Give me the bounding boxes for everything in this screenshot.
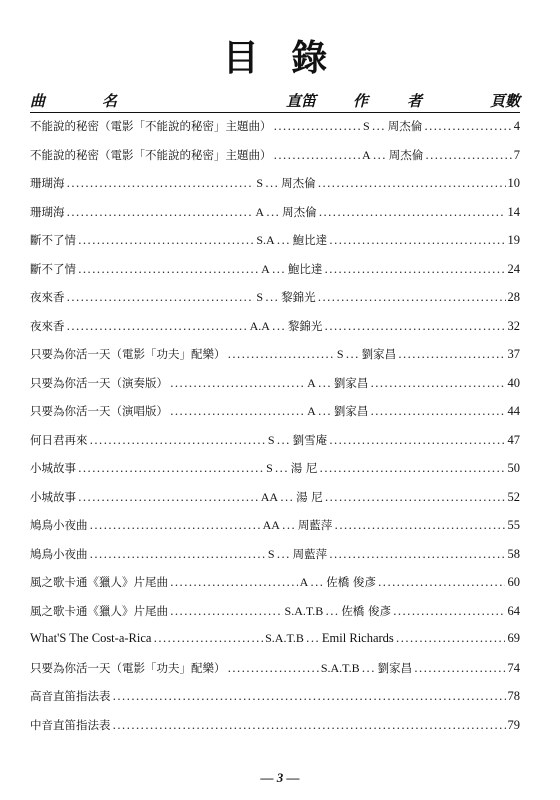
- dot-leader: [414, 661, 505, 675]
- dot-leader: [228, 661, 319, 675]
- toc-row: [30, 660, 520, 689]
- toc-author: 黎錦光: [281, 290, 316, 304]
- toc-row: [30, 261, 520, 290]
- dot-leader: [398, 347, 505, 361]
- toc-title: 夜來香: [30, 318, 65, 333]
- toc-row: [30, 346, 520, 375]
- toc-author: 劉雪庵: [292, 432, 328, 447]
- toc-title: 夜來香: [30, 290, 65, 304]
- dot-leader: [329, 233, 505, 247]
- toc-author: 鮑比達: [292, 233, 328, 247]
- dot-leader: [370, 404, 505, 418]
- dot-leader: [265, 176, 279, 190]
- dot-leader: [153, 631, 263, 645]
- dot-leader: [324, 319, 505, 333]
- toc-voicing: S: [256, 290, 264, 304]
- toc-voicing: S.A.T.B: [320, 660, 360, 675]
- toc-row: [30, 232, 520, 261]
- dot-leader: [170, 404, 305, 418]
- toc-page-number: 79: [507, 717, 520, 732]
- dot-leader: [334, 518, 505, 532]
- toc-row: [30, 517, 520, 546]
- toc-page-number: 55: [507, 518, 520, 532]
- toc-author: 劉家昌: [361, 347, 397, 361]
- toc-author: 周藍萍: [292, 546, 328, 561]
- dot-leader: [325, 490, 506, 504]
- toc-page-number: 7: [513, 147, 520, 162]
- toc-row: [30, 603, 520, 632]
- toc-row: [30, 631, 520, 660]
- toc-title: 中音直笛指法表: [30, 717, 111, 732]
- dot-leader: [90, 433, 266, 447]
- toc-page-number: 32: [507, 318, 520, 333]
- toc-voicing: A: [255, 204, 265, 219]
- toc-author: 鮑比達: [287, 261, 323, 276]
- toc-author: 黎錦光: [287, 318, 323, 333]
- dot-leader: [170, 604, 283, 618]
- toc-voicing: AA: [262, 518, 280, 532]
- dot-leader: [424, 119, 512, 133]
- dot-leader: [396, 631, 506, 645]
- toc-header: [30, 90, 520, 113]
- toc-title: 鳩鳥小夜曲: [30, 518, 88, 532]
- toc-row: [30, 375, 520, 404]
- toc-row: [30, 318, 520, 347]
- toc-page-number: 52: [507, 489, 520, 504]
- toc-page-number: 74: [507, 660, 520, 675]
- dot-leader: [306, 631, 320, 645]
- dot-leader: [170, 575, 298, 589]
- header-author-2: 者: [407, 92, 423, 110]
- dot-leader: [370, 376, 505, 390]
- toc-author: 佐橋 俊彥: [341, 603, 391, 618]
- dot-leader: [90, 518, 261, 532]
- dot-leader: [319, 205, 506, 219]
- dot-leader: [329, 547, 505, 561]
- dot-leader: [272, 262, 286, 276]
- toc-title: 不能說的秘密（電影「不能說的秘密」主題曲）: [30, 147, 272, 162]
- toc-row: [30, 175, 520, 204]
- dot-leader: [277, 433, 291, 447]
- toc-row: [30, 574, 520, 603]
- toc-voicing: A: [307, 375, 316, 390]
- toc-row: [30, 546, 520, 575]
- dot-leader: [272, 319, 286, 333]
- toc-title: 小城故事: [30, 461, 76, 475]
- dot-leader: [274, 148, 361, 162]
- toc-list: [30, 118, 520, 745]
- toc-voicing: S: [267, 546, 275, 561]
- toc-title: 小城故事: [30, 489, 76, 504]
- toc-page-number: 4: [513, 119, 520, 133]
- toc-row: [30, 717, 520, 746]
- toc-author: 周杰倫: [388, 147, 424, 162]
- toc-voicing: S.A: [256, 233, 275, 247]
- toc-voicing: S.A.T.B: [265, 631, 304, 645]
- dot-leader: [318, 176, 506, 190]
- header-song-2: 名: [102, 92, 118, 110]
- toc-page-number: 50: [507, 461, 520, 475]
- toc-voicing: A: [307, 404, 316, 418]
- toc-author: 劉家昌: [333, 404, 369, 418]
- toc-row: [30, 489, 520, 518]
- toc-author: 劉家昌: [333, 375, 369, 390]
- toc-voicing: AA: [260, 489, 279, 504]
- toc-page-number: 28: [507, 290, 520, 304]
- toc-page-number: 19: [507, 233, 520, 247]
- page-title: 目 錄: [222, 38, 338, 79]
- toc-page-number: 69: [507, 631, 520, 645]
- dot-leader: [319, 461, 505, 475]
- toc-page-number: 37: [507, 347, 520, 361]
- dot-leader: [324, 262, 505, 276]
- toc-page-number: 64: [507, 603, 520, 618]
- toc-page-number: 24: [507, 261, 520, 276]
- dot-leader: [90, 547, 266, 561]
- dot-leader: [78, 233, 254, 247]
- toc-title: 不能說的秘密（電影「不能說的秘密」主題曲）: [30, 119, 272, 133]
- toc-title: 斷不了情: [30, 261, 76, 276]
- toc-page-number: 40: [507, 375, 520, 390]
- dot-leader: [170, 376, 305, 390]
- dot-leader: [373, 148, 387, 162]
- toc-title: 風之歌卡通《獵人》片尾曲: [30, 575, 168, 589]
- dot-leader: [67, 205, 254, 219]
- toc-page-number: 44: [507, 404, 520, 418]
- toc-row: [30, 204, 520, 233]
- dot-leader: [346, 347, 360, 361]
- toc-author: 周杰倫: [282, 204, 317, 219]
- toc-row: [30, 432, 520, 461]
- dot-leader: [318, 404, 332, 418]
- dot-leader: [329, 433, 505, 447]
- dot-leader: [310, 575, 324, 589]
- toc-row: [30, 147, 520, 176]
- toc-title: 只要為你活一天（電影「功夫」配樂）: [30, 347, 226, 361]
- toc-voicing: A.A: [249, 318, 270, 333]
- toc-title: 珊瑚海: [30, 176, 65, 190]
- dot-leader: [67, 176, 255, 190]
- dot-leader: [78, 461, 264, 475]
- dot-leader: [362, 661, 376, 675]
- dot-leader: [280, 490, 294, 504]
- toc-author: 劉家昌: [377, 660, 413, 675]
- dot-leader: [393, 604, 506, 618]
- toc-row: [30, 403, 520, 432]
- toc-title: 鳩鳥小夜曲: [30, 546, 88, 561]
- toc-title: 珊瑚海: [30, 204, 65, 219]
- dot-leader: [282, 518, 296, 532]
- dot-leader: [266, 205, 280, 219]
- dot-leader: [275, 461, 289, 475]
- dot-leader: [113, 718, 506, 732]
- toc-author: 周藍萍: [297, 518, 333, 532]
- dot-leader: [228, 347, 335, 361]
- dot-leader: [67, 319, 248, 333]
- header-song-1: 曲: [30, 92, 46, 110]
- toc-row: [30, 118, 520, 147]
- toc-voicing: S: [363, 119, 370, 133]
- toc-title: 只要為你活一天（演唱版）: [30, 404, 168, 418]
- dot-leader: [277, 547, 291, 561]
- toc-row: [30, 289, 520, 318]
- toc-title: 斷不了情: [30, 233, 76, 247]
- toc-author: 周杰倫: [387, 119, 423, 133]
- toc-author: 周杰倫: [281, 176, 316, 190]
- toc-title: 只要為你活一天（演奏版）: [30, 375, 168, 390]
- toc-page-number: 14: [507, 204, 520, 219]
- toc-title: 風之歌卡通《獵人》片尾曲: [30, 603, 168, 618]
- dot-leader: [67, 290, 255, 304]
- toc-page-number: 47: [507, 432, 520, 447]
- dot-leader: [318, 290, 506, 304]
- toc-page-number: 58: [507, 546, 520, 561]
- toc-title: 只要為你活一天（電影「功夫」配樂）: [30, 660, 226, 675]
- toc-title: What'S The Cost-a-Rica: [30, 631, 152, 645]
- dot-leader: [274, 119, 362, 133]
- toc-voicing: S.A.T.B: [284, 603, 324, 618]
- page-number: — 3 —: [260, 770, 300, 785]
- header-author-1: 作: [353, 92, 369, 110]
- toc-voicing: A: [261, 261, 270, 276]
- toc-title: 何日君再來: [30, 432, 88, 447]
- dot-leader: [318, 376, 332, 390]
- toc-voicing: S: [336, 347, 344, 361]
- dot-leader: [425, 148, 512, 162]
- dot-leader: [325, 604, 339, 618]
- dot-leader: [265, 290, 279, 304]
- toc-page-number: 10: [507, 176, 520, 190]
- dot-leader: [78, 490, 259, 504]
- dot-leader: [277, 233, 291, 247]
- toc-voicing: A: [299, 575, 309, 589]
- toc-title: 高音直笛指法表: [30, 689, 111, 703]
- toc-author: 佐橋 俊彥: [326, 575, 376, 589]
- toc-row: [30, 688, 520, 717]
- toc-voicing: A: [362, 147, 371, 162]
- toc-author: 湯 尼: [296, 489, 323, 504]
- dot-leader: [378, 575, 506, 589]
- toc-voicing: S: [256, 176, 264, 190]
- toc-page-number: 78: [507, 689, 520, 703]
- toc-voicing: S: [266, 461, 273, 475]
- header-page: 頁數: [489, 92, 520, 110]
- toc-page-number: 60: [507, 575, 520, 589]
- dot-leader: [113, 689, 506, 703]
- dot-leader: [372, 119, 386, 133]
- dot-leader: [78, 262, 259, 276]
- toc-voicing: S: [267, 432, 275, 447]
- toc-row: [30, 460, 520, 489]
- toc-author: Emil Richards: [321, 631, 394, 645]
- toc-author: 湯 尼: [290, 461, 318, 475]
- header-flute: 直笛: [286, 92, 317, 110]
